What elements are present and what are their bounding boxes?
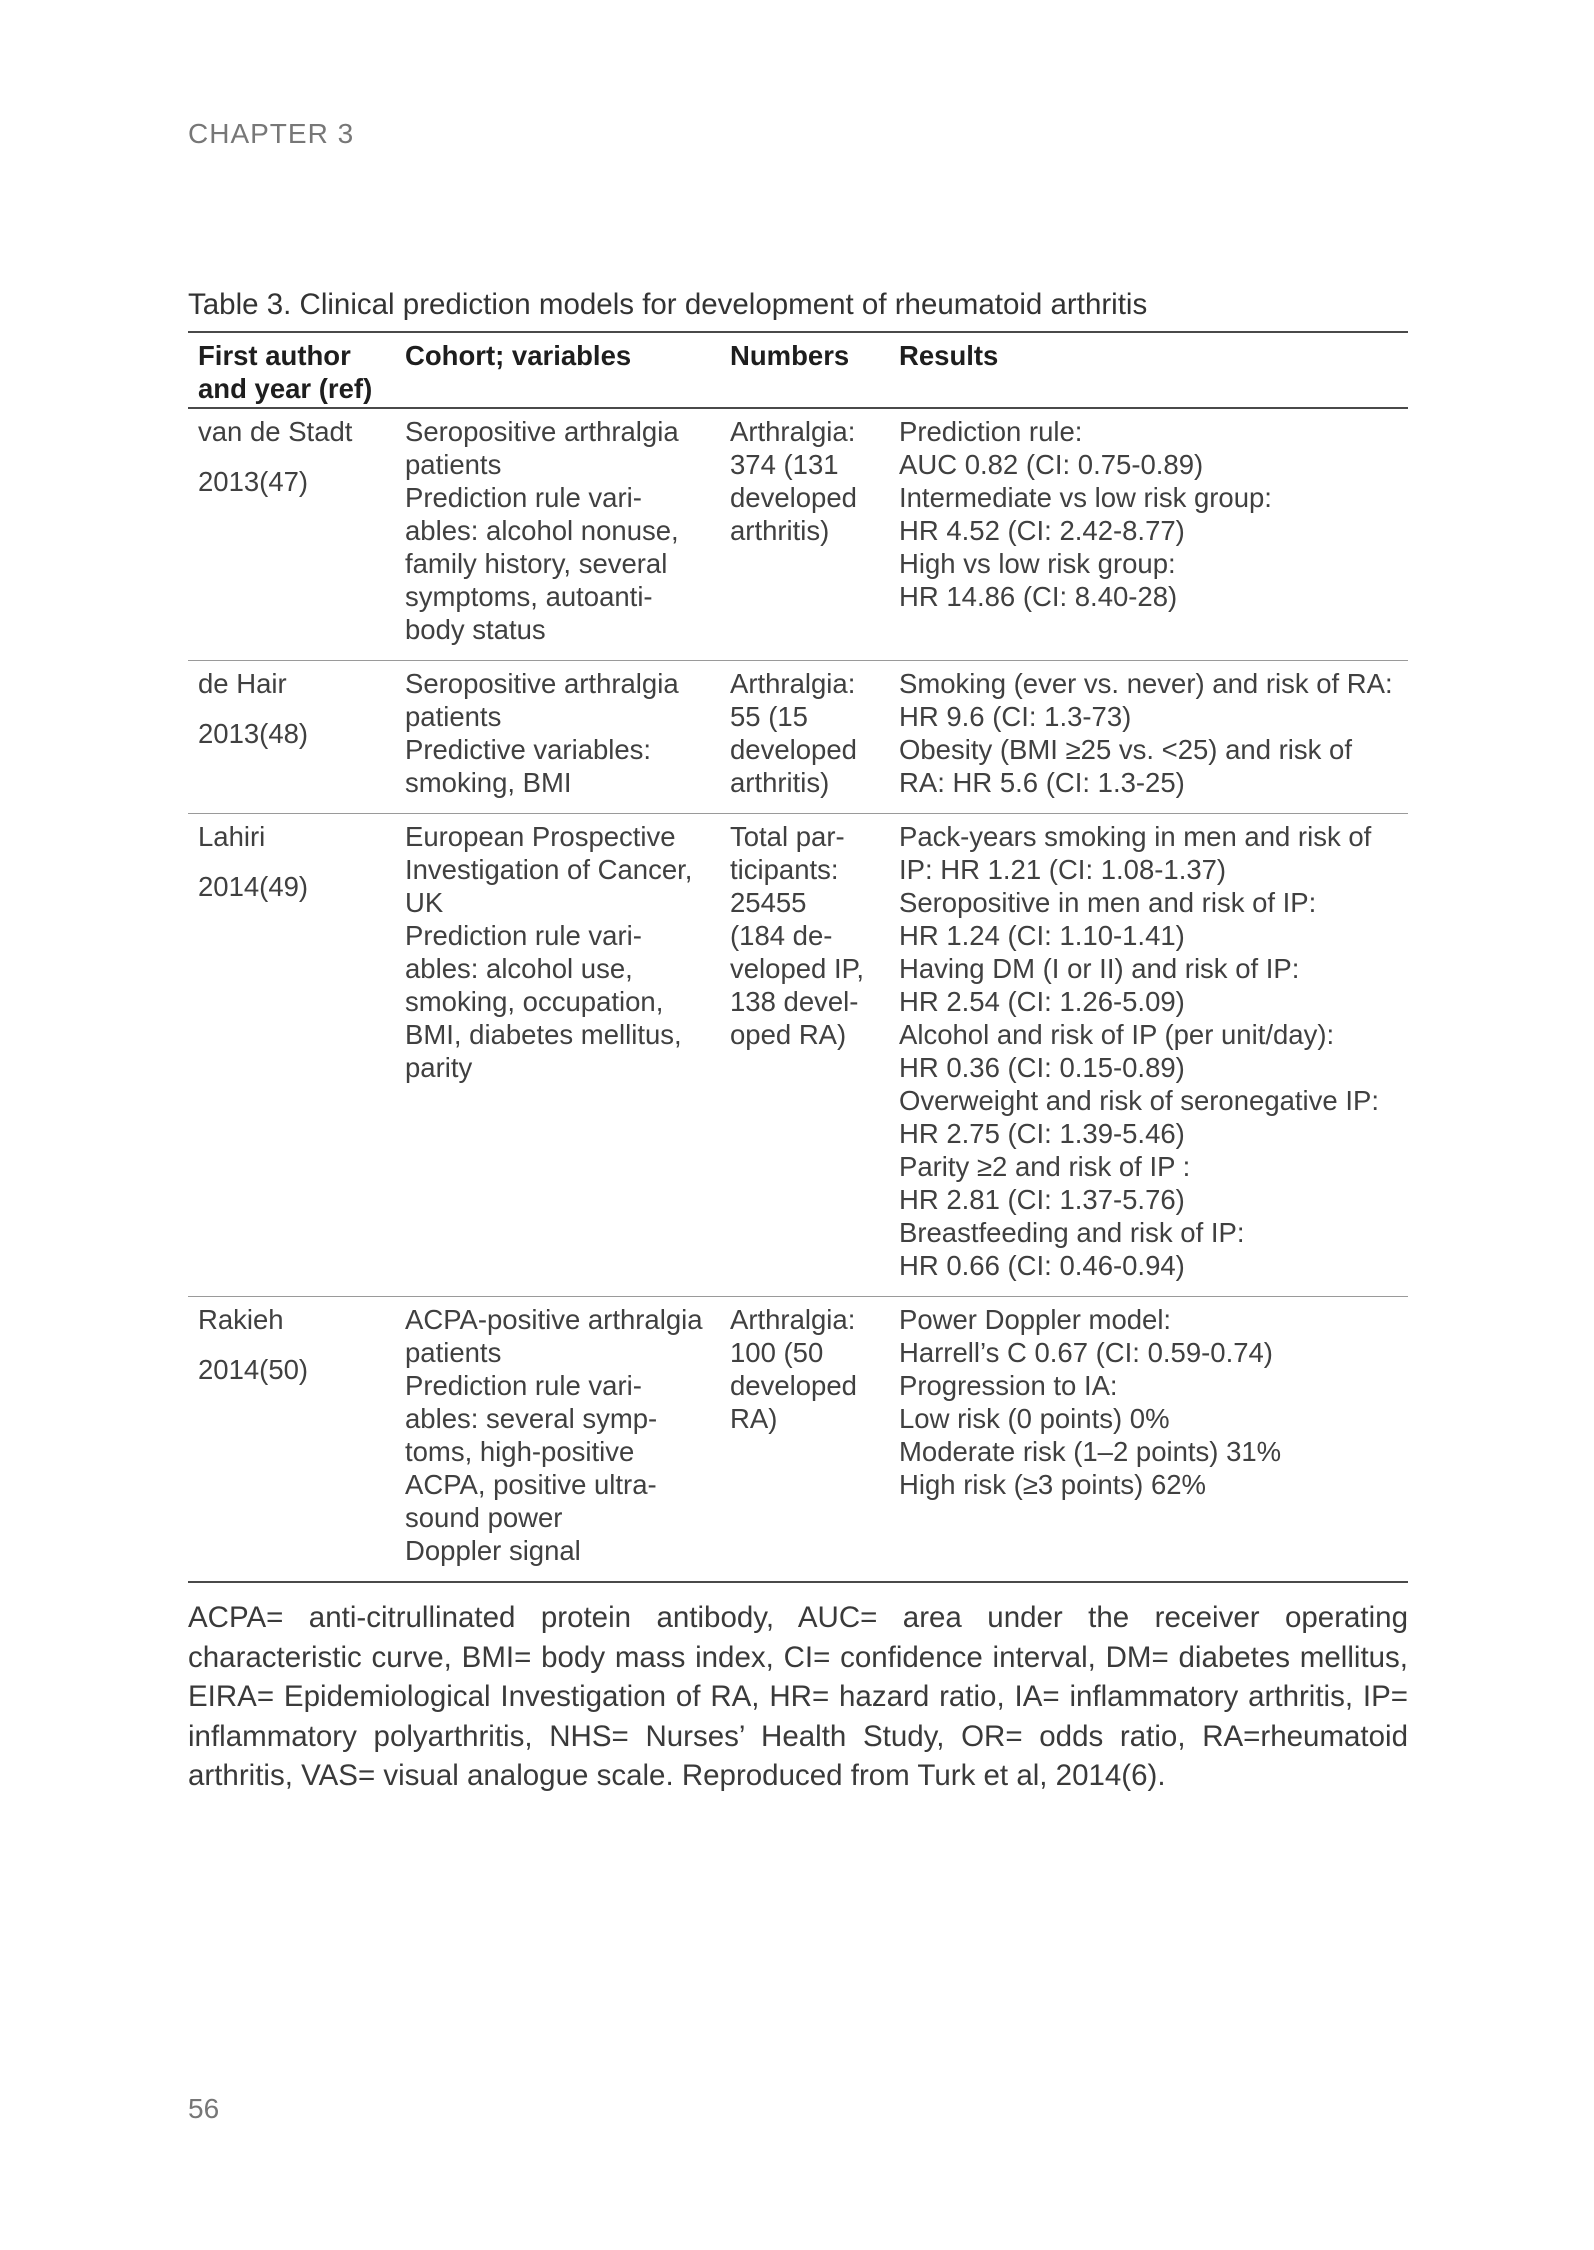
header-cohort [395,332,720,408]
cohort-line: body status [405,614,546,645]
author-cell [188,661,395,814]
results-line: Seropositive in men and risk of IP: [899,887,1317,918]
results-line: IP: HR 1.21 (CI: 1.08-1.37) [899,854,1227,885]
cohort-line: smoking, BMI [405,767,572,798]
table-row [188,408,1408,661]
numbers-line: (184 de- [730,920,833,951]
results-line: Harrell’s C 0.67 (CI: 0.59-0.74) [899,1337,1273,1368]
numbers-line: oped RA) [730,1019,847,1050]
header-results [889,332,1408,408]
results-line: Progression to IA: [899,1370,1118,1401]
results-line: HR 1.24 (CI: 1.10-1.41) [899,920,1185,951]
results-line: HR 0.36 (CI: 0.15-0.89) [899,1052,1185,1083]
header-numbers-line: Numbers [730,340,850,371]
cohort-cell [395,408,720,661]
numbers-line: developed [730,1370,857,1401]
numbers-cell [720,408,889,661]
cohort-line: Seropositive arthralgia [405,416,679,447]
cohort-line: sound power [405,1502,563,1533]
author-year: 2014(49) [198,871,309,902]
numbers-line: arthritis) [730,767,830,798]
results-line: Power Doppler model: [899,1304,1172,1335]
cohort-line: Prediction rule vari- [405,1370,642,1401]
results-line: High risk (≥3 points) 62% [899,1469,1207,1500]
numbers-cell [720,661,889,814]
cohort-line: ACPA-positive arthralgia [405,1304,703,1335]
results-line: HR 0.66 (CI: 0.46-0.94) [899,1250,1185,1281]
cohort-line: toms, high-positive [405,1436,635,1467]
header-author [188,332,395,408]
table-row [188,1297,1408,1583]
table-row [188,661,1408,814]
author-name: de Hair [198,668,287,699]
cohort-line: parity [405,1052,473,1083]
results-line: Intermediate vs low risk group: [899,482,1272,513]
header-author-line: First author [198,340,351,371]
cohort-line: Prediction rule vari- [405,920,642,951]
header-results-line: Results [899,340,999,371]
numbers-cell [720,814,889,1297]
results-line: HR 2.81 (CI: 1.37-5.76) [899,1184,1185,1215]
results-line: HR 4.52 (CI: 2.42-8.77) [899,515,1185,546]
author-name: van de Stadt [198,416,353,447]
results-cell [889,408,1408,661]
author-year: 2013(48) [198,718,309,749]
cohort-line: UK [405,887,444,918]
results-line: Breastfeeding and risk of IP: [899,1217,1245,1248]
results-line: AUC 0.82 (CI: 0.75-0.89) [899,449,1204,480]
cohort-line: ables: alcohol use, [405,953,633,984]
results-line: Obesity (BMI ≥25 vs. <25) and risk of [899,734,1352,765]
results-cell [889,1297,1408,1583]
page-number: 56 [188,2093,220,2124]
header-cohort-line: Cohort; variables [405,340,632,371]
numbers-line: developed [730,734,857,765]
results-line: Overweight and risk of seronegative IP: [899,1085,1379,1116]
cohort-line: family history, several [405,548,668,579]
results-line: Parity ≥2 and risk of IP : [899,1151,1191,1182]
numbers-line: 100 (50 [730,1337,824,1368]
author-name: Rakieh [198,1304,284,1335]
cohort-line: ables: alcohol nonuse, [405,515,679,546]
results-cell [889,661,1408,814]
numbers-cell [720,1297,889,1583]
cohort-cell [395,661,720,814]
numbers-line: arthritis) [730,515,830,546]
results-line: Having DM (I or II) and risk of IP: [899,953,1300,984]
cohort-line: BMI, diabetes mellitus, [405,1019,682,1050]
author-name: Lahiri [198,821,266,852]
chapter-heading: CHAPTER 3 [188,118,355,149]
header-author-line: and year (ref) [198,373,373,404]
numbers-line: veloped IP, [730,953,865,984]
results-line: HR 2.54 (CI: 1.26-5.09) [899,986,1185,1017]
numbers-line: Arthralgia: [730,668,856,699]
cohort-line: patients [405,701,502,732]
results-line: Pack-years smoking in men and risk of [899,821,1372,852]
cohort-line: Seropositive arthralgia [405,668,679,699]
numbers-line: Arthralgia: [730,1304,856,1335]
results-line: HR 9.6 (CI: 1.3-73) [899,701,1132,732]
author-year: 2013(47) [198,466,309,497]
author-cell [188,408,395,661]
cohort-cell [395,814,720,1297]
cohort-line: Predictive variables: [405,734,652,765]
numbers-line: Total par- [730,821,845,852]
cohort-line: patients [405,1337,502,1368]
results-line: HR 14.86 (CI: 8.40-28) [899,581,1178,612]
results-line: Low risk (0 points) 0% [899,1403,1170,1434]
results-line: High vs low risk group: [899,548,1176,579]
table-row [188,814,1408,1297]
numbers-line: Arthralgia: [730,416,856,447]
author-cell [188,1297,395,1583]
cohort-line: patients [405,449,502,480]
cohort-line: Doppler signal [405,1535,581,1566]
table-caption: Table 3. Clinical prediction models for development of rheumatoid arthritis [188,288,1148,321]
results-cell [889,814,1408,1297]
numbers-line: 138 devel- [730,986,859,1017]
table-header-row [188,332,1408,408]
cohort-line: European Prospective [405,821,676,852]
results-line: Prediction rule: [899,416,1083,447]
cohort-line: ables: several symp- [405,1403,658,1434]
results-line: Alcohol and risk of IP (per unit/day): [899,1019,1335,1050]
prediction-models-table [188,331,1408,1583]
numbers-line: developed [730,482,857,513]
table-footnote: ACPA= anti-citrullinated protein antibody, AUC= area under the receiver operating characteristic curve, BMI= body mass index, CI= confidence interval, DM= diabetes mellitus, EIRA= Epidemiological Investigation of RA, HR= hazard ratio, IA= inflammatory arthritis, IP= inflammatory polyarthritis, NHS= Nurses’ Health Study, OR= odds ratio, RA=rheumatoid arthritis, VAS= visual analogue scale. Reproduced from Turk et al, 2014(6). [188,1601,1408,1792]
cohort-line: ACPA, positive ultra- [405,1469,657,1500]
cohort-line: smoking, occupation, [405,986,664,1017]
author-cell [188,814,395,1297]
numbers-line: 55 (15 [730,701,808,732]
cohort-line: symptoms, autoanti- [405,581,653,612]
cohort-line: Prediction rule vari- [405,482,642,513]
results-line: RA: HR 5.6 (CI: 1.3-25) [899,767,1185,798]
results-line: Moderate risk (1–2 points) 31% [899,1436,1282,1467]
cohort-cell [395,1297,720,1583]
numbers-line: 25455 [730,887,807,918]
author-year: 2014(50) [198,1354,309,1385]
results-line: Smoking (ever vs. never) and risk of RA: [899,668,1393,699]
cohort-line: Investigation of Cancer, [405,854,693,885]
numbers-line: RA) [730,1403,778,1434]
results-line: HR 2.75 (CI: 1.39-5.46) [899,1118,1185,1149]
numbers-line: 374 (131 [730,449,839,480]
numbers-line: ticipants: [730,854,839,885]
header-numbers [720,332,889,408]
